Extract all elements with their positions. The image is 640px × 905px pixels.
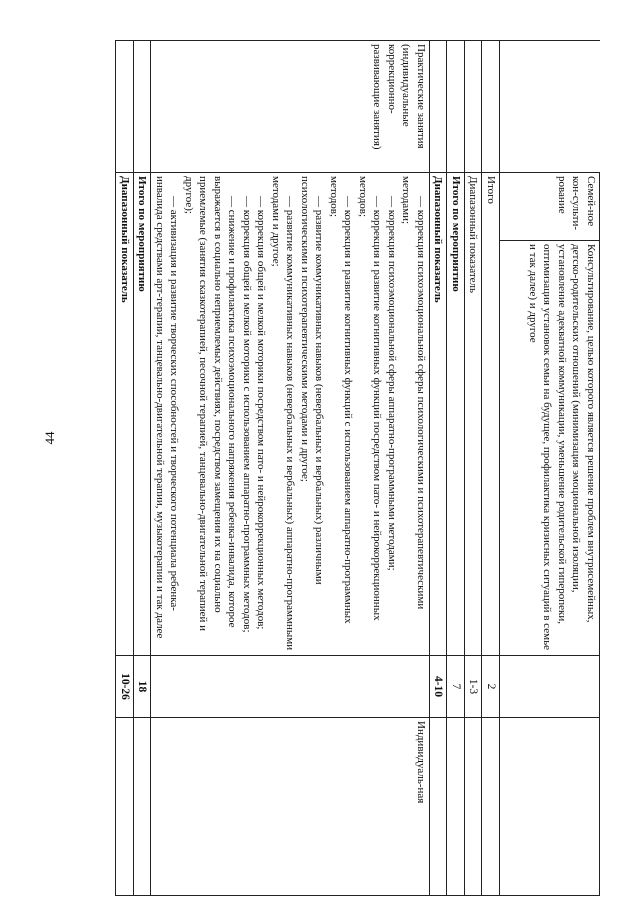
event-total-label: Итого по мероприятию <box>447 173 465 656</box>
table-row <box>116 41 134 896</box>
list-item: — снижение и профилактика психоэмоционального напряжения ребенка-инвалида, которое выражается в социально неприемлемых действиях, посредством замещения их на социально приемлемые (занятия сказкотерапией, песочной терапией, танцевально-двигательной терапией и другое); <box>183 176 239 632</box>
event-range-value: 10-26 <box>116 656 134 718</box>
list-item: — коррекция психоэмоциональной сферы аппаратно-программными методами; <box>386 196 398 571</box>
range-value: 1-3 <box>465 656 483 718</box>
consultation-description: Консультирование, целью которого является решение проблем внутрисемейных, детско-родительских отношений (минимизация эмоциональной изоляции, установление адекватной коммуникации, уменьшение родительской гиперопеки, оптимизация установок семьи на будущее, профилактика кризисных ситуаций в семье и так далее) и другое <box>500 241 600 656</box>
practical-sessions-title: Практические занятия (индивидуальные коррекционно-развивающие занятия) <box>151 41 430 173</box>
practical-sessions-value <box>151 656 430 718</box>
consultation-type: Семей-ное кон-сульти-рование <box>500 173 600 241</box>
practical-sessions-form: Индивидуаль-ная <box>151 718 430 896</box>
list-item: — развитие коммуникативных навыков (невербальных и вербальных) различными психологическими и психотерапевтическими методами и другое; <box>299 176 326 585</box>
list-item: — коррекция общей и мелкой моторики посредством пато- и нейрокоррекционных методов; <box>255 196 268 630</box>
list-item: — коррекция общей и мелкой моторики с использованием аппаратно-программных методов; <box>241 196 253 633</box>
event-total-form <box>447 718 465 896</box>
row-heading-cell <box>482 41 500 173</box>
table-row <box>430 41 448 896</box>
row-heading-cell <box>430 41 448 173</box>
page-number: 44 <box>42 431 57 445</box>
row-heading-cell <box>465 41 483 173</box>
services-table <box>116 40 601 896</box>
row-heading-cell <box>500 41 600 173</box>
range-form <box>465 718 483 896</box>
event-range-value: 4-10 <box>430 656 448 718</box>
row-heading-cell <box>134 41 152 173</box>
event-range-form <box>116 718 134 896</box>
event-total-value: 7 <box>447 656 465 718</box>
row-heading-cell <box>116 41 134 173</box>
table-row <box>151 41 430 896</box>
row-heading-cell <box>447 41 465 173</box>
table-row <box>482 41 500 896</box>
subtotal-form <box>482 718 500 896</box>
subtotal-value: 2 <box>482 656 500 718</box>
subtotal-label: Итого <box>482 173 500 656</box>
table-row <box>447 41 465 896</box>
range-label: Диапазонный показатель <box>465 173 483 656</box>
practical-sessions-list <box>151 173 430 656</box>
event-range-label: Диапазонный показатель <box>116 173 134 656</box>
list-item: — коррекция психоэмоциональной сферы психологическими и психотерапевтическими методами; <box>400 176 427 610</box>
event-total-value: 18 <box>134 656 152 718</box>
event-total-label: Итого по мероприятию <box>134 173 152 656</box>
list-item: — коррекция и развитие когнитивных функций посредством пато- и нейрокоррекционных методов; <box>357 176 384 621</box>
table-row <box>465 41 483 896</box>
consultation-form <box>500 718 600 896</box>
rotated-page-content <box>65 40 600 895</box>
event-range-label: Диапазонный показатель <box>430 173 448 656</box>
consultation-value <box>500 656 600 718</box>
list-item: — развитие коммуникативных навыков (невербальных и вербальных) аппаратно-программными методами и другое; <box>270 176 297 651</box>
event-total-form <box>134 718 152 896</box>
event-range-form <box>430 718 448 896</box>
table-row <box>500 41 600 896</box>
list-item: — коррекция и развитие когнитивных функций с использованием аппаратно-программных методов; <box>328 176 355 624</box>
list-item: — активизация и развитие творческих способностей и творческого потенциала ребенка-инвалида средствами арт-терапии, танцевально-двигательной терапии, музыкотерапии и так далее <box>154 176 181 639</box>
table-row <box>134 41 152 896</box>
